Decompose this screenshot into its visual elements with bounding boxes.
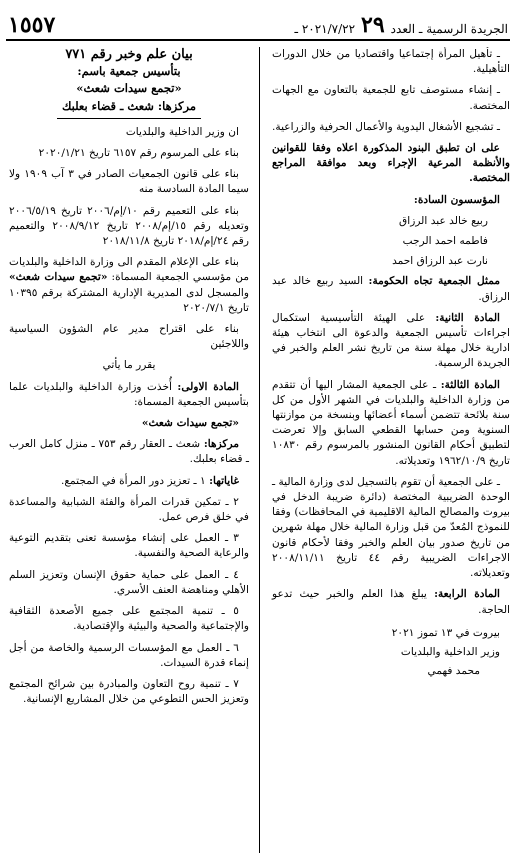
article-3-text: ـ على الجمعية المشار اليها أن تتقدم من وزارة الداخلية والبلديات في الشهر الأول من كل سنة بلائحة تتضمن أسماء أعضائها وبنسخة من موازنتها السنوية ومن حسابها القطعي السابق وإلا تعرضت لتطبيق أحكام القانون المنشور بالمرسوم رقم ١٠٨٣٠ تاريخ ١٩٦٢/١٠/٩ وتعديلاته. — [272, 378, 510, 467]
article-4-label: المادة الرابعة: — [434, 588, 500, 601]
signature-date: بيروت في ١٣ تموز ٢٠٢١ — [391, 626, 500, 639]
association-hq — [9, 437, 249, 467]
article-1-text: أُخذت وزارة الداخلية والبلديات علما بتأسيس الجمعية المسماة: — [9, 380, 249, 408]
goal-item: ٧ ـ تنمية روح التعاون والمبادرة بين شرائح المجتمع وتعزيز الحس التطوعي من خلال المشاريع الإنسانية. — [9, 677, 249, 706]
association-name: «تجمع سيدات شعث» — [141, 417, 239, 430]
article-4 — [272, 587, 510, 617]
goal-item: ـ إنشاء مستوصف تابع للجمعية بالتعاون مع الجهات المختصة. — [272, 84, 510, 112]
columns — [6, 47, 510, 853]
issue-number: ٢٩ — [361, 12, 385, 38]
article-3-tax: ـ على الجمعية أن تقوم بالتسجيل لدى وزارة المالية ـ الوحدة الضريبية المختصة (دائرة ضريبة الدخل في بيروت والمصالح المالية الاقليمية في المحافظات) وفقا للنموذج المُعدّ من قبل وزارة المالية خلال مهلة شهرين من تاريخ صدور بيان العلم والخبر وفقا لأحكام قانون الاجراءات الضريبية رقم ٤٤ تاريخ ٢٠٠٨/١١/١١ وتعديلاته. — [271, 475, 510, 580]
founders-list — [272, 214, 510, 270]
left-column — [9, 47, 255, 853]
journal-title: الجريدة الرسمية ـ العدد — [390, 22, 508, 36]
header-journal — [294, 14, 508, 36]
page-header — [6, 6, 510, 41]
preamble-3: بناء على التعميم رقم ١٠/إم/٢٠٠٦ تاريخ ٢٠٠٦/٥/١٩ وتعديله رقم ١٥/إم/٢٠٠٨ تاريخ ٢٠٠٨/٩/١٢ والتعميم رقم ٢٤/إم/٢٠١٨ تاريخ ٢٠١٨/١١/٨ — [9, 204, 249, 248]
signature-title: وزير الداخلية والبلديات — [400, 645, 500, 658]
founder-name: ربيع خالد عبد الرزاق — [399, 214, 488, 227]
decides-heading: يقرر ما يأتي — [102, 359, 156, 372]
hq-text: شعث ـ العقار رقم ٧٥٣ ـ منزل كامل العرب ـ قضاء بعلبك. — [9, 438, 249, 466]
goals-first — [9, 474, 249, 489]
preamble-1: بناء على المرسوم رقم ٦١٥٧ تاريخ ٢٠٢٠/١/٢١ — [38, 147, 239, 160]
association-name-title: «تجمع سيدات شعث» — [76, 81, 182, 96]
association-hq-title: مركزها: شعث ـ قضاء بعلبك — [61, 98, 197, 113]
notice-subtitle: بتأسيس جمعية باسم: — [77, 64, 181, 79]
right-column — [264, 47, 510, 853]
article-3-label: المادة الثالثة: — [440, 378, 500, 391]
column-divider — [259, 47, 260, 853]
rep-label: ممثل الجمعية تجاه الحكومة: — [368, 275, 500, 288]
goal-item: ٥ ـ تنمية المجتمع على جميع الأصعدة الثقافية والإجتماعية والصحية والبيئية والإقتصادية. — [9, 605, 249, 633]
article-2-text: على الهيئة التأسيسية استكمال اجراءات تأسيس الجمعية والدعوة الى انتخاب هيئة ادارية خلال مهلة سنة من تاريخ نشر العلم والخبر في الجريدة الرسمية. — [272, 311, 510, 370]
goal-item: ١ ـ تعزيز دور المرأة في المجتمع. — [61, 474, 206, 487]
page-number: ١٥٥٧ — [8, 12, 56, 38]
goal-item: ٤ ـ العمل على حماية حقوق الإنسان وتعزيز السلم الأهلي ومناهضة العنف الأسري. — [9, 568, 249, 596]
article-2 — [272, 311, 510, 372]
article-1-label: المادة الاولى: — [177, 380, 239, 393]
founder-name: نارت عبد الرزاق احمد — [392, 255, 488, 268]
goal-item: ـ تشجيع الأشغال اليدوية والأعمال الحرفية والزراعية. — [272, 120, 500, 133]
goal-item: ٣ ـ العمل على إنشاء مؤسسة تعنى بتقديم التوعية والرعاية الصحية والنفسية. — [9, 532, 249, 560]
signature-name: محمد فهمي — [427, 665, 480, 678]
article-3 — [272, 378, 510, 469]
article-1 — [9, 380, 249, 410]
minister-intro: ان وزير الداخلية والبلديات — [125, 125, 239, 138]
article-2-label: المادة الثانية: — [435, 311, 500, 324]
goal-item: ـ تأهيل المرأة إجتماعيا واقتصاديا من خلال الدورات التأهيلية. — [272, 48, 510, 76]
hq-label: مركزها: — [203, 438, 239, 451]
title-divider — [57, 118, 201, 119]
preamble-5: بناء على اقتراح مدير عام الشؤون السياسية واللاجئين — [9, 323, 249, 351]
signature-block — [272, 626, 510, 680]
preamble-4-name: «تجمع سيدات شعث» — [9, 271, 108, 284]
preamble-2: بناء على قانون الجمعيات الصادر في ٣ آب ١٩٠٩ ولا سيما المادة السادسة منه — [9, 168, 249, 196]
notice-title: بيان علم وخبر رقم ٧٧١ — [65, 47, 193, 62]
goals-label: غاياتها: — [209, 474, 239, 487]
preamble-4-b: والمسجل لدى المديرية الإدارية المشتركة برقم ١٠٣٩٥ تاريخ ٢٠٢٠/٧/١ — [9, 286, 249, 314]
founder-name: فاطمه احمد الرجب — [402, 235, 488, 248]
preamble-4-a: بناء على الإعلام المقدم الى وزارة الداخلية والبلديات من مؤسسي الجمعية المسماة: — [9, 256, 249, 284]
founders-label: المؤسسون السادة: — [413, 193, 500, 206]
preamble-4 — [9, 255, 249, 316]
goal-item: ٦ ـ العمل مع المؤسسات الرسمية والخاصة من أجل إنماء قدرة السيدات. — [9, 641, 249, 669]
approval-notice: على ان تطبق البنود المذكورة اعلاه وفقا للقوانين والأنظمة المرعية الإجراء وبعد موافقة المراجع المختصة. — [272, 142, 510, 185]
article-4-text: يبلغ هذا العلم والخبر حيث تدعو الحاجة. — [272, 588, 510, 616]
issue-date: ٢٠٢١/٧/٢٢ ـ — [294, 22, 356, 36]
goal-item: ٢ ـ تمكين قدرات المرأة والفئة الشبابية والمساعدة في خلق فرص عمل. — [9, 495, 249, 524]
government-representative — [272, 274, 510, 304]
rep-value: السيد ربيع خالد عبد الرزاق. — [272, 275, 510, 303]
